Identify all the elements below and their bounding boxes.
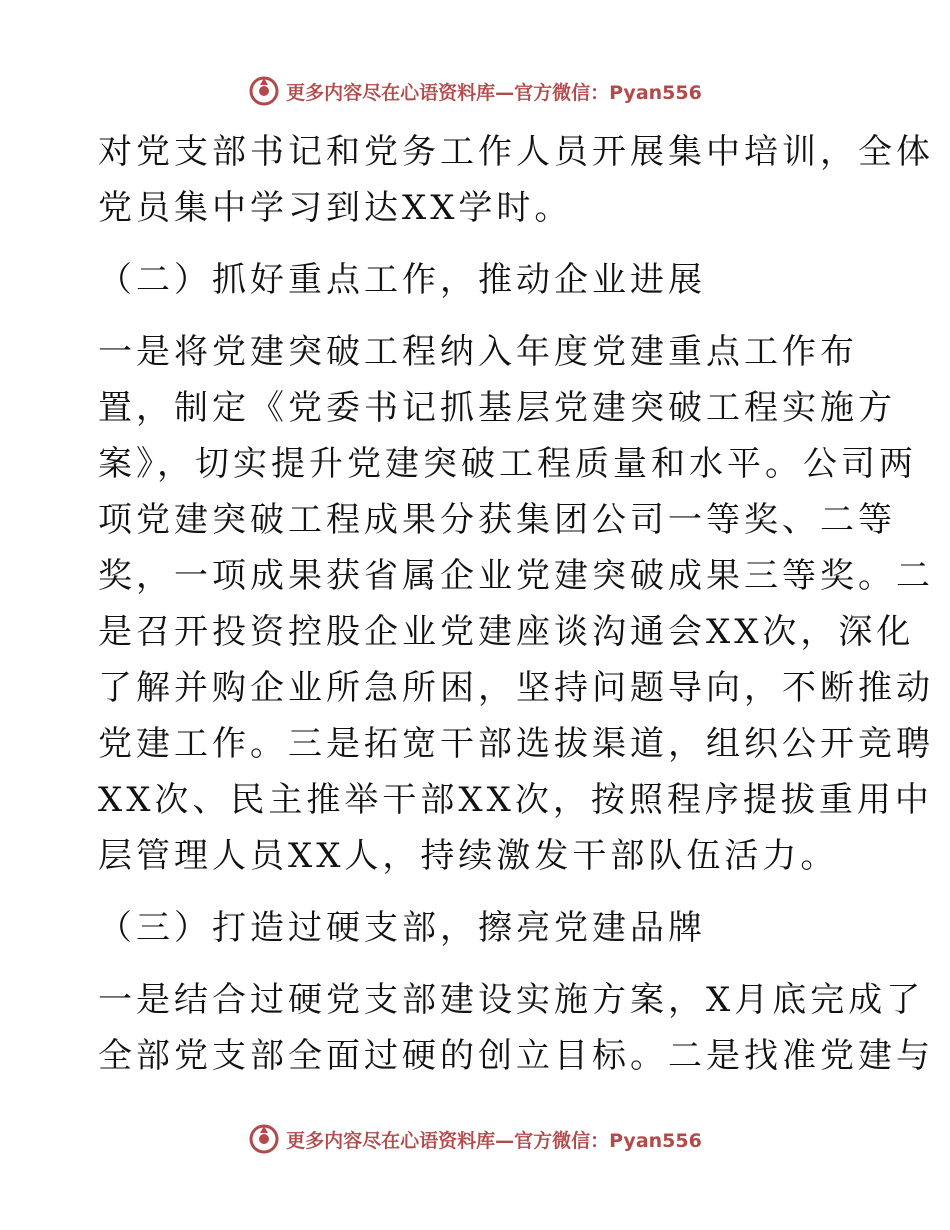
logo-icon [248,75,280,107]
paragraph-line: 党建工作。三是拓宽干部选拔渠道，组织公开竞聘 [98,724,934,764]
paragraph-line: 案》，切实提升党建突破工程质量和水平。公司两 [98,444,917,484]
paragraph-line: 一是结合过硬党支部建设实施方案，X月底完成了 [98,980,925,1020]
watermark-text: 更多内容尽在心语资料库—官方微信：Pyan556 [286,1129,702,1152]
watermark-text: 更多内容尽在心语资料库—官方微信：Pyan556 [286,81,702,104]
paragraph-line: 党员集中学习到达XX学时。 [98,188,573,228]
paragraph-line: 层管理人员XX人，持续激发干部队伍活力。 [98,836,839,876]
document-body [98,124,934,1084]
paragraph-line: 奖，一项成果获省属企业党建突破成果三等奖。二 [98,556,934,596]
watermark-header [0,74,950,108]
paragraph-line: 项党建突破工程成果分获集团公司一等奖、二等 [98,500,896,540]
section-heading: （二）抓好重点工作，推动企业进展 [98,260,706,300]
logo-icon [248,1123,280,1155]
watermark-footer [0,1122,950,1156]
paragraph-line: 一是将党建突破工程纳入年度党建重点工作布 [98,332,858,372]
paragraph-line: 对党支部书记和党务工作人员开展集中培训，全体 [98,132,934,172]
paragraph-line: 是召开投资控股企业党建座谈沟通会XX次，深化 [98,612,915,652]
section-heading: （三）打造过硬支部，擦亮党建品牌 [98,908,706,948]
paragraph-line: XX次、民主推举干部XX次，按照程序提拔重用中 [98,780,933,820]
paragraph-line: 置，制定《党委书记抓基层党建突破工程实施方 [98,388,896,428]
paragraph-line: 了解并购企业所急所困，坚持问题导向，不断推动 [98,668,934,708]
paragraph-line: 全部党支部全面过硬的创立目标。二是找准党建与 [98,1036,934,1076]
